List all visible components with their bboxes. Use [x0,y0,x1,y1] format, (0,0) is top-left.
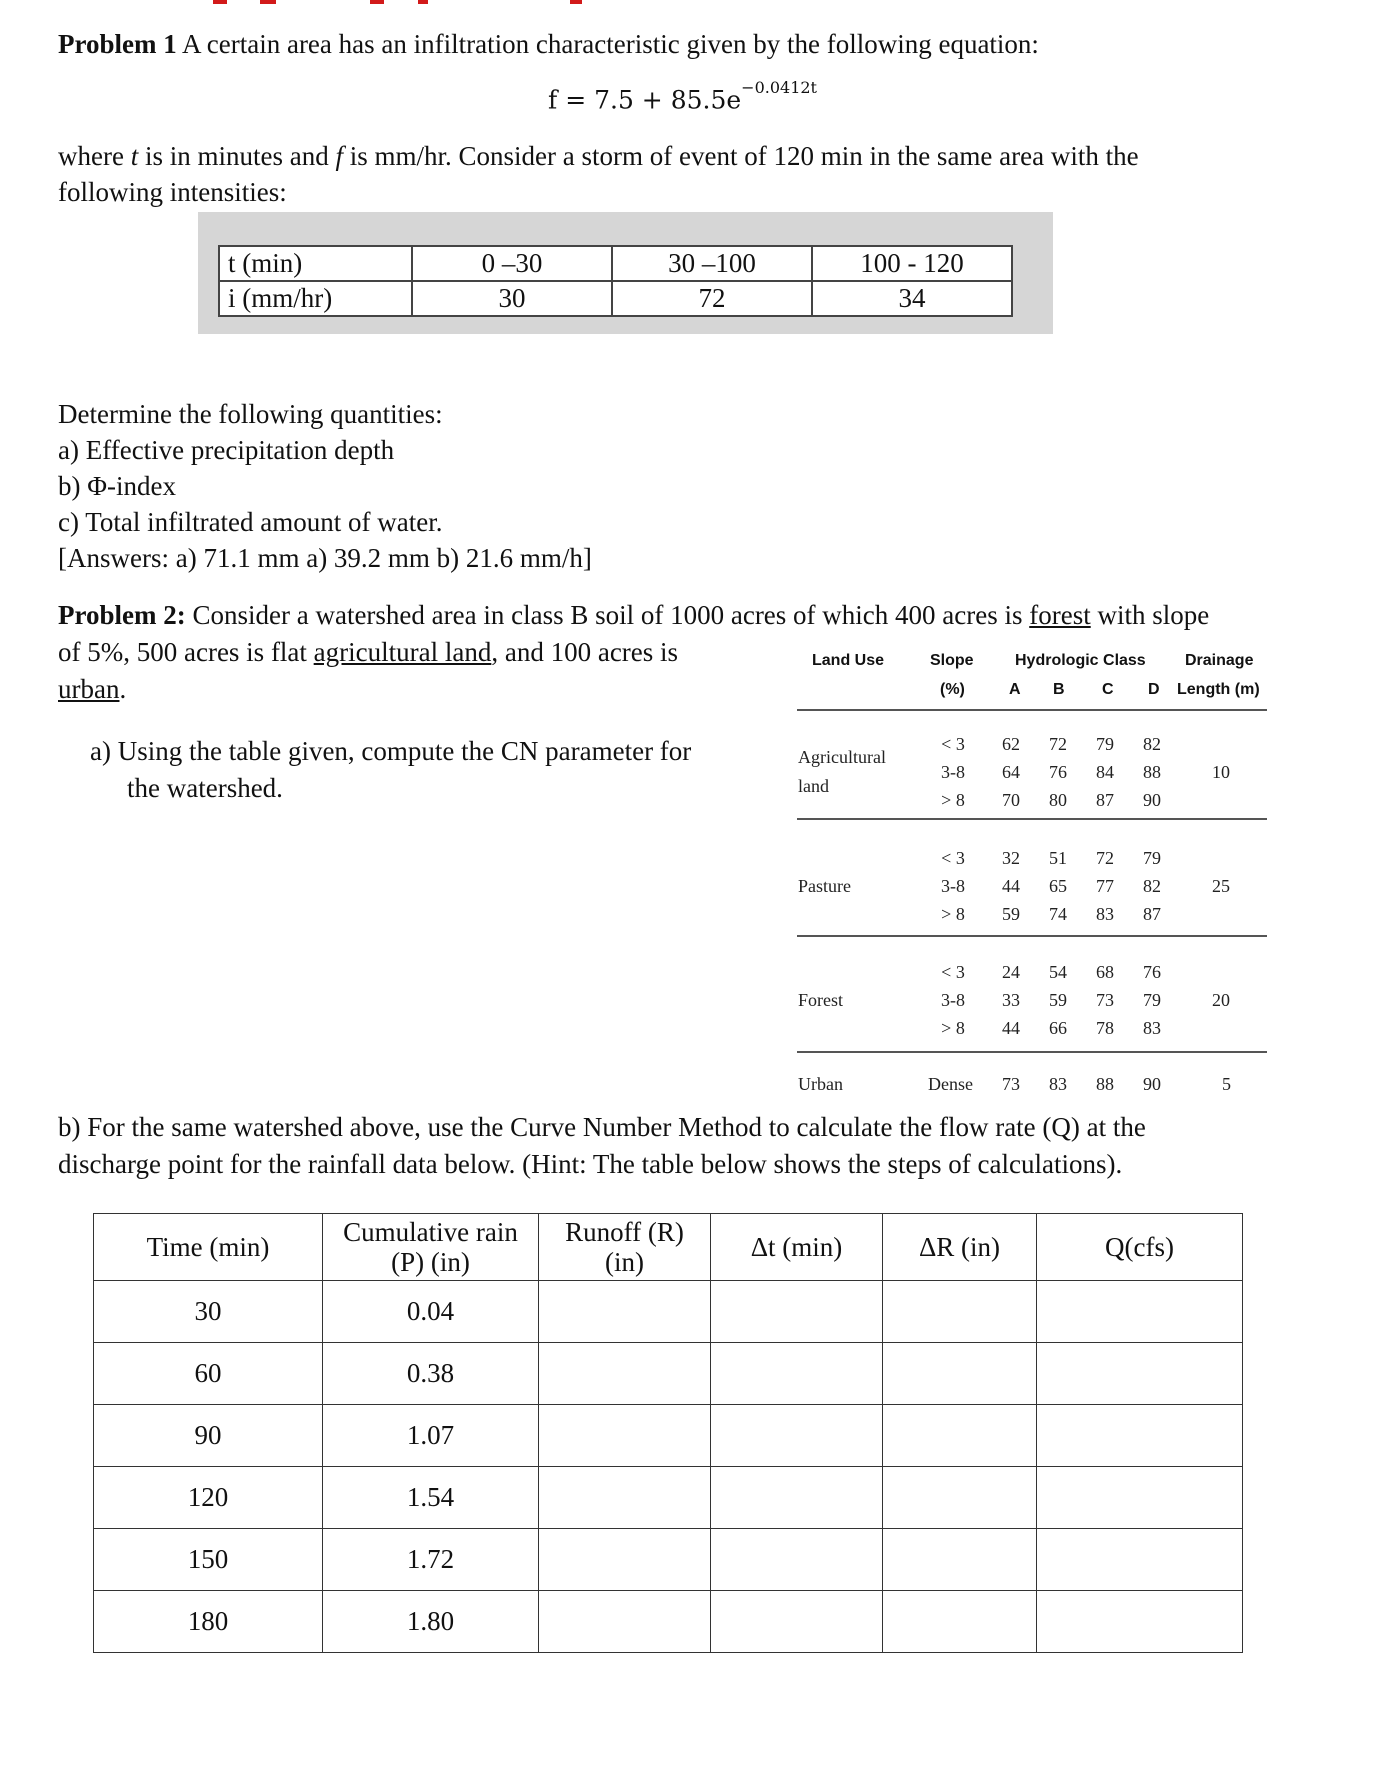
cn-value: 59 [1002,904,1020,924]
top-red-fragment-1 [213,0,227,4]
cn-value: 68 [1096,962,1114,982]
problem2-text: Consider a watershed area in class B soil of 1000 acres of which 400 acres is [192,600,1023,630]
cn-value: 66 [1049,1018,1067,1038]
problem2-urban: urban [58,674,120,704]
time-cell: 90 [94,1405,323,1467]
cn-value: 44 [1002,1018,1020,1038]
problem1-label: Problem 1 [58,29,177,59]
question-item: b) Φ-index [58,471,176,501]
cn-rule [797,1051,1267,1053]
table-header-cell: ΔR (in) [883,1214,1037,1281]
cn-rule [797,818,1267,820]
intensity-table-row [219,246,1012,281]
cn-landuse-label: Forest [798,990,843,1010]
rain-cell: 1.72 [323,1529,539,1591]
header-line: (in) [605,1247,644,1277]
problem2-forest: forest [1029,600,1091,630]
empty-cell [1037,1591,1243,1653]
cn-value: 79 [1143,990,1161,1010]
table-cell: t (min) [219,246,412,281]
cn-value: 72 [1049,734,1067,754]
table-header-cell [539,1214,711,1281]
determine-heading: Determine the following quantities: [58,399,443,429]
empty-cell [883,1467,1037,1529]
cn-value: 73 [1002,1074,1020,1094]
problem2-line3 [58,671,126,707]
cn-landuse-label: Pasture [798,876,851,896]
table-row [94,1343,1243,1405]
empty-cell [711,1529,883,1591]
equation-exponent: −0.0412t [741,78,817,97]
header-line: Cumulative rain [343,1217,518,1247]
table-cell: i (mm/hr) [219,281,412,316]
intensity-table-image [198,212,1053,334]
empty-cell [1037,1405,1243,1467]
cn-header-hydrologic: Hydrologic Class [1015,652,1146,669]
cn-value: 24 [1002,962,1020,982]
where-text-c: is mm/hr. Consider a storm of event of 120 min in the same area with the [343,141,1139,171]
cn-value: 82 [1143,876,1161,896]
cn-value: 59 [1049,990,1067,1010]
cn-value: 72 [1096,848,1114,868]
problem1-where-line2: following intensities: [58,177,287,207]
intensity-table [218,245,1013,317]
table-header-row [94,1214,1243,1281]
problem1-where-line1 [58,138,1139,174]
table-cell: 100 - 120 [812,246,1012,281]
cn-value: 73 [1096,990,1114,1010]
cn-header-slope: Slope [930,652,974,669]
cn-value: 32 [1002,848,1020,868]
cn-slope: 3-8 [941,876,965,896]
problem2-agricultural: agricultural land [313,637,492,667]
cn-value: 87 [1143,904,1161,924]
cn-landuse-label: Urban [798,1074,843,1094]
empty-cell [883,1591,1037,1653]
cn-value: 44 [1002,876,1020,896]
cn-slope: > 8 [941,1018,965,1038]
cn-value: 88 [1096,1074,1114,1094]
cn-value: 78 [1096,1018,1114,1038]
problem1-intro-text: A certain area has an infiltration characteristic given by the following equation: [182,29,1039,59]
rain-cell: 0.04 [323,1281,539,1343]
problem2-text: of 5%, 500 acres is flat [58,637,307,667]
cn-value: 33 [1002,990,1020,1010]
empty-cell [539,1343,711,1405]
cn-value: 79 [1096,734,1114,754]
where-f: f [335,141,343,171]
part-b-line2: discharge point for the rainfall data below. (Hint: The table below shows the steps of calculations). [58,1149,1123,1179]
part-b-line1: b) For the same watershed above, use the Curve Number Method to calculate the flow rate (Q) at the [58,1112,1146,1142]
cn-landuse-label: Agricultural [798,747,886,767]
rainfall-table [93,1213,1243,1653]
cn-header-class: B [1053,681,1065,698]
table-header-cell: Δt (min) [711,1214,883,1281]
answers-line: [Answers: a) 71.1 mm a) 39.2 mm b) 21.6 mm/h] [58,543,592,573]
cn-value: 88 [1143,762,1161,782]
table-cell: 72 [612,281,812,316]
cn-rule [797,935,1267,937]
cn-value: 70 [1002,790,1020,810]
top-red-fragment-4 [418,0,428,4]
cn-drainage: 5 [1222,1074,1231,1094]
empty-cell [539,1281,711,1343]
rain-cell: 1.54 [323,1467,539,1529]
empty-cell [711,1281,883,1343]
table-cell: 30 [412,281,612,316]
empty-cell [539,1529,711,1591]
infiltration-equation [548,78,817,115]
cn-value: 74 [1049,904,1067,924]
cn-slope: 3-8 [941,990,965,1010]
time-cell: 60 [94,1343,323,1405]
empty-cell [711,1591,883,1653]
problem2-period: . [119,674,127,704]
cn-value: 83 [1096,904,1114,924]
cn-header-slope-unit: (%) [940,681,965,698]
empty-cell [1037,1343,1243,1405]
cn-value: 79 [1143,848,1161,868]
question-item: a) Effective precipitation depth [58,435,395,465]
table-row [94,1467,1243,1529]
cn-value: 77 [1096,876,1114,896]
table-cell: 30 –100 [612,246,812,281]
rain-cell: 1.80 [323,1591,539,1653]
where-text-b: is in minutes and [138,141,336,171]
empty-cell [883,1343,1037,1405]
table-row [94,1281,1243,1343]
question-item: c) Total infiltrated amount of water. [58,507,443,537]
cn-value: 76 [1143,962,1161,982]
table-header-cell: Time (min) [94,1214,323,1281]
top-red-fragment-2 [260,0,276,4]
cn-value: 87 [1096,790,1114,810]
cn-value: 80 [1049,790,1067,810]
cn-slope: > 8 [941,904,965,924]
empty-cell [1037,1281,1243,1343]
problem2-line2 [58,634,678,670]
equation-base: f = 7.5 + 85.5e [548,85,742,115]
cn-value: 54 [1049,962,1067,982]
time-cell: 30 [94,1281,323,1343]
where-t: t [130,141,139,171]
problem2-text: , and 100 acres is [491,637,679,667]
empty-cell [1037,1529,1243,1591]
cn-landuse-label: land [798,776,829,796]
table-row [94,1529,1243,1591]
cn-slope: 3-8 [941,762,965,782]
cn-value: 76 [1049,762,1067,782]
rain-cell: 1.07 [323,1405,539,1467]
time-cell: 150 [94,1529,323,1591]
cn-drainage: 20 [1212,990,1230,1010]
cn-rule [797,709,1267,711]
part-a-line2: the watershed. [127,773,283,803]
cn-value: 90 [1143,1074,1161,1094]
cn-value: 65 [1049,876,1067,896]
problem1-intro [58,26,1039,62]
header-line: Runoff (R) [565,1217,684,1247]
empty-cell [711,1343,883,1405]
cn-header-drainage: Drainage [1185,652,1254,669]
cn-drainage: 25 [1212,876,1230,896]
problem2-text: with slope [1097,600,1210,630]
empty-cell [883,1281,1037,1343]
table-header-cell [323,1214,539,1281]
time-cell: 120 [94,1467,323,1529]
cn-value: 64 [1002,762,1020,782]
empty-cell [883,1529,1037,1591]
where-text-a: where [58,141,131,171]
cn-slope: > 8 [941,790,965,810]
cn-value: 90 [1143,790,1161,810]
empty-cell [883,1405,1037,1467]
cn-header-class: C [1102,681,1114,698]
empty-cell [711,1405,883,1467]
top-red-fragment-5 [570,0,582,4]
table-header-cell: Q(cfs) [1037,1214,1243,1281]
top-red-fragment-3 [370,0,384,4]
cn-value: 82 [1143,734,1161,754]
table-cell: 0 –30 [412,246,612,281]
empty-cell [539,1467,711,1529]
part-a-line1: a) Using the table given, compute the CN parameter for [90,736,692,766]
problem2-label: Problem 2: [58,600,186,630]
cn-value: 51 [1049,848,1067,868]
cn-header-class: A [1009,681,1021,698]
cn-slope: < 3 [941,962,965,982]
cn-value: 84 [1096,762,1114,782]
empty-cell [711,1467,883,1529]
intensity-table-row [219,281,1012,316]
problem2-line1 [58,597,1209,633]
cn-slope: Dense [928,1074,973,1094]
table-row [94,1591,1243,1653]
cn-slope: < 3 [941,848,965,868]
cn-header-drainage-unit: Length (m) [1177,681,1260,698]
empty-cell [539,1591,711,1653]
header-line: (P) (in) [391,1247,470,1277]
cn-header-land-use: Land Use [812,652,885,669]
cn-value: 83 [1143,1018,1161,1038]
rain-cell: 0.38 [323,1343,539,1405]
table-cell: 34 [812,281,1012,316]
empty-cell [1037,1467,1243,1529]
cn-value: 62 [1002,734,1020,754]
cn-slope: < 3 [941,734,965,754]
cn-value: 83 [1049,1074,1067,1094]
cn-drainage: 10 [1212,762,1230,782]
cn-header-class: D [1148,681,1160,698]
table-row [94,1405,1243,1467]
time-cell: 180 [94,1591,323,1653]
empty-cell [539,1405,711,1467]
